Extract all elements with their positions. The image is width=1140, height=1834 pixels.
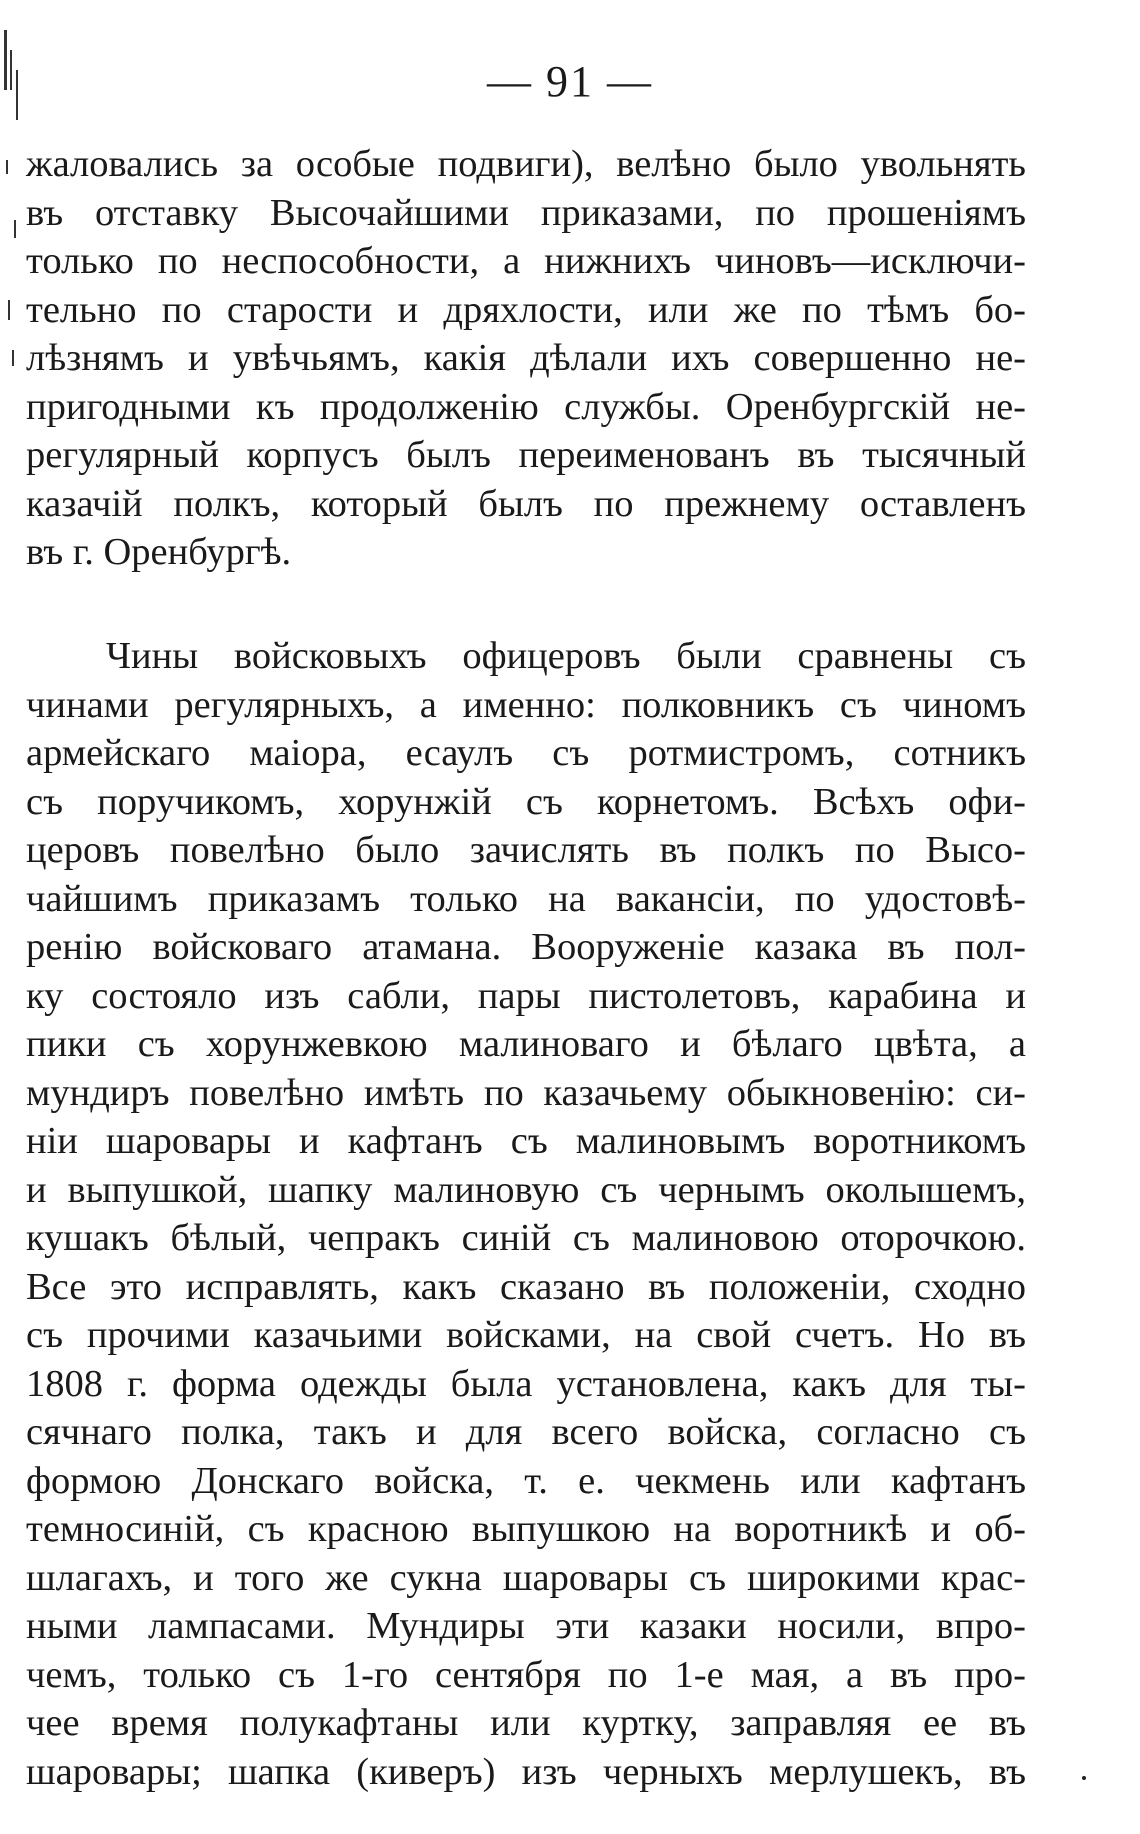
text-line: въ г. Оренбургѣ.: [26, 531, 292, 573]
text-line: ніи шаровары и кафтанъ съ малиновымъ воротникомъ: [26, 1120, 1026, 1162]
text-line: и выпушкой, шапку малиновую съ чернымъ околышемъ,: [26, 1168, 1026, 1211]
text-line: жаловались за особые подвиги), велѣно было увольнять: [26, 143, 1026, 185]
text-line: чее время полукафтаны или куртку, заправляя ее въ: [26, 1702, 1026, 1744]
text-line: церовъ повелѣно было зачислять въ полкъ по Высо-: [26, 829, 1026, 871]
text-line: съ прочими казачьими войсками, на свой счетъ. Но въ: [26, 1314, 1026, 1356]
paragraph-2: [26, 632, 1026, 1796]
text-line: регулярный корпусъ былъ переименованъ въ тысячный: [26, 434, 1026, 476]
text-line: казачій полкъ, который былъ по прежнему оставленъ: [26, 482, 1026, 525]
page-number: — 91 —: [487, 57, 653, 106]
text-line: кушакъ бѣлый, чепракъ синій съ малиновою оторочкою.: [26, 1217, 1026, 1259]
text-line: мундиръ повелѣно имѣть по казачьему обыкновенію: си-: [26, 1071, 1026, 1114]
text-line: темносиній, съ красною выпушкою на воротникѣ и об-: [26, 1508, 1026, 1550]
text-line: Все это исправлять, какъ сказано въ положеніи, сходно: [26, 1265, 1026, 1308]
text-line: формою Донскаго войска, т. е. чекмень или кафтанъ: [26, 1459, 1026, 1502]
text-line: въ отставку Высочайшими приказами, по прошеніямъ: [26, 191, 1026, 234]
text-line: лѣзнямъ и увѣчьямъ, какія дѣлали ихъ совершенно не-: [26, 337, 1026, 379]
text-line: чинами регулярныхъ, а именно: полковникъ съ чиномъ: [26, 683, 1026, 726]
paragraph-1: [26, 140, 1026, 577]
text-line: только по неспособности, а нижнихъ чиновъ—исключи-: [26, 240, 1026, 282]
text-line: чайшимъ приказамъ только на вакансіи, по удостовѣ-: [26, 877, 1026, 920]
text-line: ными лампасами. Мундиры эти казаки носили, впро-: [26, 1605, 1026, 1647]
print-speck: [1082, 1776, 1086, 1780]
text-line: съ поручикомъ, хорунжій съ корнетомъ. Всѣхъ офи-: [26, 780, 1026, 823]
text-line: шаровары; шапка (киверъ) изъ черныхъ мерлушекъ, въ: [26, 1750, 1026, 1793]
text-line: тельно по старости и дряхлости, или же по тѣмъ бо-: [26, 288, 1026, 331]
text-line: ку состояло изъ сабли, пары пистолетовъ, карабина и: [26, 974, 1026, 1017]
text-line: шлагахъ, и того же сукна шаровары съ широкими крас-: [26, 1556, 1026, 1599]
text-line: 1808 г. форма одежды была установлена, какъ для ты-: [26, 1362, 1026, 1405]
text-line: чемъ, только съ 1-го сентября по 1-е мая, а въ про-: [26, 1653, 1026, 1696]
text-line: Чины войсковыхъ офицеровъ были сравнены съ: [106, 635, 1026, 677]
text-line: сячнаго полка, такъ и для всего войска, согласно съ: [26, 1411, 1026, 1453]
text-line: пригодными къ продолженію службы. Оренбургскій не-: [26, 385, 1026, 428]
text-line: ренію войсковаго атамана. Вооруженіе казака въ пол-: [26, 926, 1026, 968]
text-line: армейскаго маіора, есаулъ съ ротмистромъ, сотникъ: [26, 732, 1026, 774]
text-line: пики съ хорунжевкою малиноваго и бѣлаго цвѣта, а: [26, 1023, 1026, 1065]
